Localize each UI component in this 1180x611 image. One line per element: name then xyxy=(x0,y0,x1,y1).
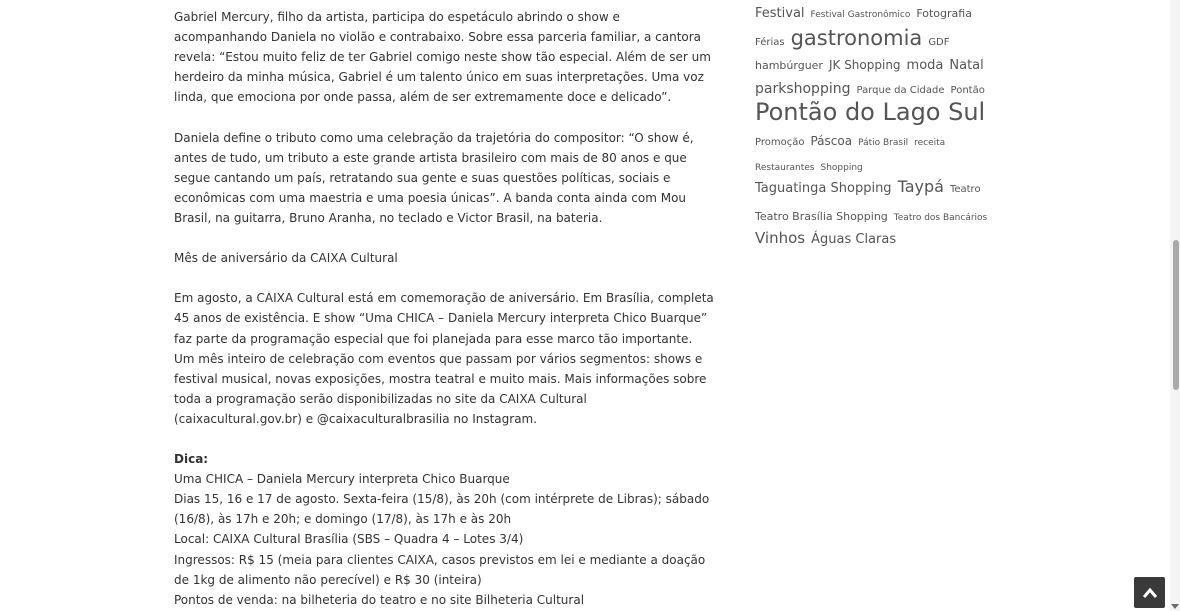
tag-link[interactable]: Fotografia xyxy=(916,7,972,20)
article-paragraph: Em agosto, a CAIXA Cultural está em comemoração de aniversário. Em Brasília, completa 45 anos de existência. E show “Uma CHICA – Daniela Mercury interpreta Chico Buarque” faz parte da programação especial que foi planejada para esse marco tão importante. Um mês inteiro de celebração com eventos que passam por vários segmentos: shows e festival musical, novas exposições, mostra teatral e muito mais. Mais informações sobre toda a programação serão disponibilizadas no site da CAIXA Cultural (caixacultural.gov.br) e @caixaculturalbrasilia no Instagram. xyxy=(174,291,714,426)
tag-cloud-row xyxy=(755,54,990,73)
article-paragraph: Gabriel Mercury, filho da artista, participa do espetáculo abrindo o show e acompanhando Daniela no violão e contrabaixo. Sobre essa parceria familiar, a cantora revela: “Estou muito feliz de ter Gabriel comigo neste show tão especial. Além de ser um herdeiro da minha música, Gabriel é um talento único em suas interpretações. Uma voz linda, que emociona por onde passa, além de ser extremamente doce e delicado”. xyxy=(174,10,711,105)
tag-link[interactable]: Festival xyxy=(755,6,805,21)
tag-link[interactable]: Restaurantes xyxy=(755,163,815,173)
dica-line: Ingressos: R$ 15 (meia para clientes CAIXA, casos previstos em lei e mediante a doação de 1kg de alimento não perecível) e R$ 30 (inteira) xyxy=(174,552,706,587)
tag-cloud-row xyxy=(755,2,978,21)
tag-link[interactable]: Pontão xyxy=(950,85,985,96)
dica-line: Dias 15, 16 e 17 de agosto. Sexta-feira (15/8), às 20h (com intérprete de Libras); sábado (16/8), às 17h e 20h; e domingo (17/8), às 17h e às 20h xyxy=(174,492,710,527)
dica-section xyxy=(174,449,714,610)
chevron-up-icon xyxy=(1142,587,1158,599)
tag-cloud-row xyxy=(755,98,991,126)
tag-link[interactable]: hambúrguer xyxy=(755,59,823,72)
tag-link[interactable]: Natal xyxy=(949,58,984,73)
tag-link[interactable]: Teatro dos Bancários xyxy=(893,213,988,223)
tag-cloud-row xyxy=(755,26,956,50)
dica-title: Dica: xyxy=(174,452,209,467)
tag-link[interactable]: JK Shopping xyxy=(828,58,901,72)
tag-cloud-row xyxy=(755,205,993,224)
tag-link[interactable]: moda xyxy=(906,58,944,73)
tag-link[interactable]: GDF xyxy=(928,37,950,48)
tag-cloud-row xyxy=(755,155,869,174)
scroll-down-arrow-icon[interactable] xyxy=(1171,604,1179,609)
tag-link[interactable]: Taypá xyxy=(897,177,944,196)
tag-link[interactable]: Férias xyxy=(755,37,785,48)
article-subheading: Mês de aniversário da CAIXA Cultural xyxy=(174,251,398,266)
tag-link[interactable]: Pontão do Lago Sul xyxy=(755,98,986,126)
tag-link[interactable]: Páscoa xyxy=(810,134,853,148)
tag-cloud-row xyxy=(755,177,987,196)
tag-link[interactable]: Festival Gastronômico xyxy=(810,10,911,20)
tag-link[interactable]: parkshopping xyxy=(755,81,851,97)
tag-link[interactable]: receita xyxy=(914,138,946,148)
dica-line: Uma CHICA – Daniela Mercury interpreta Chico Buarque xyxy=(174,472,510,487)
tag-link[interactable]: Vinhos xyxy=(755,229,806,247)
tag-link[interactable]: Águas Claras xyxy=(811,232,897,247)
tag-link[interactable]: Teatro Brasília Shopping xyxy=(755,210,888,223)
dica-line: Pontos de venda: na bilheteria do teatro e no site Bilheteria Cultural xyxy=(174,592,585,607)
tag-link[interactable]: gastronomia xyxy=(790,26,923,50)
tag-link[interactable]: Taguatinga Shopping xyxy=(755,181,892,196)
back-to-top-button[interactable] xyxy=(1134,577,1165,608)
tag-link[interactable]: Pátio Brasil xyxy=(858,138,909,148)
scrollbar-thumb[interactable] xyxy=(1173,240,1179,390)
tag-link[interactable]: Shopping xyxy=(820,163,863,173)
article-paragraph: Daniela define o tributo como uma celebração da trajetória do compositor: “O show é, antes de tudo, um tributo a este grande artista brasileiro com mais de 80 anos e que segue cantando um país, retratando sua gente e suas questões políticas, sociais e econômicas com uma maestria e uma poesia únicas”. A banda conta ainda com Mou Brasil, na guitarra, Bruno Aranha, no teclado e Victor Brasil, na bateria. xyxy=(174,130,694,225)
dica-line: Local: CAIXA Cultural Brasília (SBS – Quadra 4 – Lotes 3/4) xyxy=(174,532,524,547)
tag-cloud-row xyxy=(755,228,902,247)
tag-link[interactable]: Promoção xyxy=(755,137,805,148)
tag-link[interactable]: Parque da Cidade xyxy=(856,85,945,96)
tag-cloud-row xyxy=(755,130,951,149)
tag-cloud-row xyxy=(755,78,991,97)
article-body xyxy=(174,7,714,610)
vertical-scrollbar[interactable] xyxy=(1170,0,1180,611)
tag-link[interactable]: Teatro xyxy=(949,184,981,195)
